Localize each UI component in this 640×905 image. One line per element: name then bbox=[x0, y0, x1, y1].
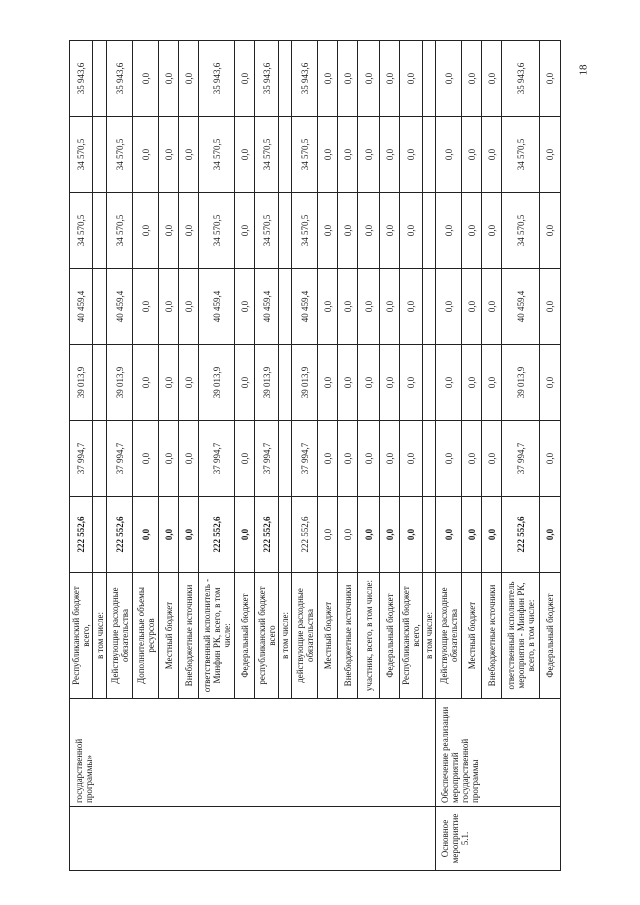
value-cell: 0,0 bbox=[358, 497, 380, 573]
value-cell bbox=[423, 421, 436, 497]
funding-source-label: Местный бюджет bbox=[462, 573, 482, 699]
value-cell: 35 943,6 bbox=[199, 41, 235, 117]
value-cell: 34 570,5 bbox=[502, 117, 540, 193]
value-cell bbox=[93, 117, 107, 193]
value-cell: 0,0 bbox=[318, 345, 338, 421]
funding-source-label: Республиканский бюджет всего, bbox=[400, 573, 423, 699]
value-cell: 0,0 bbox=[540, 117, 561, 193]
funding-source-label: Внебюджетные источники bbox=[338, 573, 358, 699]
value-cell bbox=[93, 193, 107, 269]
value-cell bbox=[423, 345, 436, 421]
value-cell: 0,0 bbox=[482, 41, 502, 117]
value-cell bbox=[423, 269, 436, 345]
value-cell: 0,0 bbox=[133, 497, 159, 573]
value-cell: 40 459,4 bbox=[107, 269, 133, 345]
value-cell: 0,0 bbox=[482, 269, 502, 345]
value-cell: 35 943,6 bbox=[70, 41, 93, 117]
value-cell: 0,0 bbox=[133, 269, 159, 345]
value-cell: 34 570,5 bbox=[255, 117, 279, 193]
value-cell: 0,0 bbox=[482, 497, 502, 573]
value-cell: 0,0 bbox=[540, 345, 561, 421]
group-cell-measure bbox=[70, 807, 436, 871]
table-row bbox=[436, 41, 462, 871]
value-cell: 39 013,9 bbox=[292, 345, 318, 421]
value-cell: 39 013,9 bbox=[199, 345, 235, 421]
value-cell bbox=[279, 117, 292, 193]
value-cell: 0,0 bbox=[179, 117, 199, 193]
value-cell: 0,0 bbox=[436, 41, 462, 117]
value-cell: 0,0 bbox=[133, 421, 159, 497]
value-cell: 0,0 bbox=[400, 269, 423, 345]
value-cell: 0,0 bbox=[462, 193, 482, 269]
value-cell: 0,0 bbox=[462, 41, 482, 117]
value-cell: 0,0 bbox=[318, 41, 338, 117]
value-cell: 34 570,5 bbox=[199, 117, 235, 193]
value-cell bbox=[279, 421, 292, 497]
value-cell: 0,0 bbox=[436, 497, 462, 573]
funding-source-label: Республиканский бюджет всего, bbox=[70, 573, 93, 699]
value-cell: 0,0 bbox=[380, 117, 400, 193]
funding-source-label: ответственный исполнитель мероприятия - Минфин РК, всего, в том числе: bbox=[502, 573, 540, 699]
value-cell: 0,0 bbox=[462, 269, 482, 345]
value-cell: 34 570,5 bbox=[70, 193, 93, 269]
value-cell: 0,0 bbox=[482, 421, 502, 497]
value-cell: 0,0 bbox=[358, 193, 380, 269]
value-cell bbox=[93, 497, 107, 573]
value-cell: 40 459,4 bbox=[199, 269, 235, 345]
value-cell: 39 013,9 bbox=[107, 345, 133, 421]
group-cell-measure: Основное мероприятие 5.1. bbox=[436, 807, 561, 871]
value-cell: 0,0 bbox=[482, 345, 502, 421]
value-cell: 35 943,6 bbox=[107, 41, 133, 117]
value-cell: 35 943,6 bbox=[292, 41, 318, 117]
value-cell: 0,0 bbox=[318, 497, 338, 573]
value-cell: 37 994,7 bbox=[199, 421, 235, 497]
funding-source-label: в том числе: bbox=[93, 573, 107, 699]
value-cell: 34 570,5 bbox=[255, 193, 279, 269]
value-cell: 0,0 bbox=[358, 269, 380, 345]
value-cell: 0,0 bbox=[179, 497, 199, 573]
value-cell bbox=[93, 41, 107, 117]
funding-source-label: Местный бюджет bbox=[318, 573, 338, 699]
value-cell bbox=[279, 41, 292, 117]
value-cell: 39 013,9 bbox=[255, 345, 279, 421]
value-cell bbox=[279, 497, 292, 573]
group-cell-title: Обеспечение реализации мероприятий государственной программы bbox=[436, 699, 561, 807]
funding-source-label: Действующие расходные обязательства bbox=[436, 573, 462, 699]
value-cell: 40 459,4 bbox=[70, 269, 93, 345]
value-cell: 0,0 bbox=[179, 41, 199, 117]
value-cell: 222 552,6 bbox=[199, 497, 235, 573]
value-cell: 40 459,4 bbox=[292, 269, 318, 345]
value-cell: 34 570,5 bbox=[70, 117, 93, 193]
value-cell: 0,0 bbox=[380, 41, 400, 117]
value-cell: 0,0 bbox=[338, 497, 358, 573]
value-cell: 0,0 bbox=[540, 269, 561, 345]
value-cell: 0,0 bbox=[380, 193, 400, 269]
value-cell: 0,0 bbox=[400, 41, 423, 117]
value-cell: 0,0 bbox=[179, 269, 199, 345]
value-cell bbox=[279, 269, 292, 345]
value-cell: 0,0 bbox=[540, 497, 561, 573]
value-cell: 222 552,6 bbox=[255, 497, 279, 573]
value-cell bbox=[279, 193, 292, 269]
value-cell: 0,0 bbox=[133, 117, 159, 193]
budget-table-body bbox=[70, 41, 561, 871]
funding-source-label: республиканский бюджет всего bbox=[255, 573, 279, 699]
value-cell: 0,0 bbox=[462, 497, 482, 573]
funding-source-label: в том числе: bbox=[279, 573, 292, 699]
value-cell: 37 994,7 bbox=[292, 421, 318, 497]
value-cell: 0,0 bbox=[358, 41, 380, 117]
funding-source-label: в том числе: bbox=[423, 573, 436, 699]
funding-source-label: Внебюджетные источники bbox=[179, 573, 199, 699]
value-cell: 0,0 bbox=[462, 345, 482, 421]
value-cell bbox=[93, 345, 107, 421]
group-cell-title: государственной программы» bbox=[70, 699, 436, 807]
funding-source-label: Федеральный бюджет bbox=[380, 573, 400, 699]
funding-source-label: Федеральный бюджет bbox=[540, 573, 561, 699]
funding-source-label: ответственный исполнитель - Минфин РК, всего, в том числе: bbox=[199, 573, 235, 699]
value-cell: 0,0 bbox=[159, 193, 179, 269]
value-cell: 0,0 bbox=[133, 193, 159, 269]
value-cell bbox=[423, 193, 436, 269]
value-cell: 0,0 bbox=[235, 193, 255, 269]
value-cell: 37 994,7 bbox=[502, 421, 540, 497]
value-cell: 0,0 bbox=[179, 345, 199, 421]
value-cell: 0,0 bbox=[540, 193, 561, 269]
value-cell: 0,0 bbox=[358, 345, 380, 421]
value-cell: 0,0 bbox=[436, 269, 462, 345]
value-cell: 0,0 bbox=[159, 41, 179, 117]
value-cell: 0,0 bbox=[235, 41, 255, 117]
value-cell: 39 013,9 bbox=[70, 345, 93, 421]
value-cell: 0,0 bbox=[380, 345, 400, 421]
value-cell: 0,0 bbox=[400, 421, 423, 497]
value-cell: 0,0 bbox=[436, 117, 462, 193]
value-cell: 0,0 bbox=[159, 269, 179, 345]
funding-source-label: Действующие расходные обязательства bbox=[107, 573, 133, 699]
value-cell: 37 994,7 bbox=[70, 421, 93, 497]
value-cell bbox=[93, 269, 107, 345]
funding-source-label: Федеральный бюджет bbox=[235, 573, 255, 699]
value-cell bbox=[423, 41, 436, 117]
value-cell: 0,0 bbox=[133, 345, 159, 421]
value-cell: 0,0 bbox=[380, 497, 400, 573]
value-cell: 0,0 bbox=[540, 421, 561, 497]
value-cell: 0,0 bbox=[159, 497, 179, 573]
value-cell: 0,0 bbox=[462, 117, 482, 193]
value-cell: 0,0 bbox=[540, 41, 561, 117]
value-cell: 34 570,5 bbox=[107, 193, 133, 269]
value-cell: 35 943,6 bbox=[502, 41, 540, 117]
value-cell: 34 570,5 bbox=[502, 193, 540, 269]
value-cell: 34 570,5 bbox=[292, 117, 318, 193]
value-cell: 0,0 bbox=[338, 421, 358, 497]
value-cell: 0,0 bbox=[436, 193, 462, 269]
page-number: 18 bbox=[577, 64, 590, 76]
value-cell: 0,0 bbox=[235, 269, 255, 345]
value-cell: 0,0 bbox=[318, 421, 338, 497]
value-cell: 0,0 bbox=[235, 345, 255, 421]
value-cell: 0,0 bbox=[318, 269, 338, 345]
value-cell: 40 459,4 bbox=[502, 269, 540, 345]
table-row bbox=[70, 41, 93, 871]
value-cell: 35 943,6 bbox=[255, 41, 279, 117]
value-cell: 0,0 bbox=[179, 193, 199, 269]
value-cell: 0,0 bbox=[235, 117, 255, 193]
value-cell: 0,0 bbox=[318, 117, 338, 193]
value-cell: 0,0 bbox=[380, 421, 400, 497]
value-cell bbox=[279, 345, 292, 421]
value-cell: 0,0 bbox=[400, 345, 423, 421]
value-cell: 0,0 bbox=[235, 421, 255, 497]
value-cell: 0,0 bbox=[400, 497, 423, 573]
value-cell: 34 570,5 bbox=[292, 193, 318, 269]
value-cell: 0,0 bbox=[400, 117, 423, 193]
value-cell: 0,0 bbox=[159, 117, 179, 193]
value-cell: 0,0 bbox=[358, 117, 380, 193]
value-cell: 37 994,7 bbox=[107, 421, 133, 497]
value-cell: 0,0 bbox=[482, 193, 502, 269]
value-cell bbox=[93, 421, 107, 497]
funding-source-label: Внебюджетные источники bbox=[482, 573, 502, 699]
value-cell: 37 994,7 bbox=[255, 421, 279, 497]
value-cell: 40 459,4 bbox=[255, 269, 279, 345]
value-cell: 34 570,5 bbox=[107, 117, 133, 193]
value-cell: 0,0 bbox=[462, 421, 482, 497]
value-cell: 0,0 bbox=[380, 269, 400, 345]
value-cell: 0,0 bbox=[338, 117, 358, 193]
value-cell: 222 552,6 bbox=[70, 497, 93, 573]
value-cell bbox=[423, 117, 436, 193]
value-cell: 34 570,5 bbox=[199, 193, 235, 269]
value-cell bbox=[423, 497, 436, 573]
value-cell: 39 013,9 bbox=[502, 345, 540, 421]
value-cell: 0,0 bbox=[159, 421, 179, 497]
value-cell: 0,0 bbox=[338, 193, 358, 269]
funding-source-label: Дополнительные объемы ресурсов bbox=[133, 573, 159, 699]
value-cell: 0,0 bbox=[436, 345, 462, 421]
value-cell: 0,0 bbox=[159, 345, 179, 421]
value-cell: 0,0 bbox=[133, 41, 159, 117]
value-cell: 0,0 bbox=[179, 421, 199, 497]
rotated-page-content bbox=[69, 41, 555, 871]
value-cell: 0,0 bbox=[436, 421, 462, 497]
value-cell: 222 552,6 bbox=[502, 497, 540, 573]
funding-source-label: участник, всего, в том числе: bbox=[358, 573, 380, 699]
value-cell: 0,0 bbox=[400, 193, 423, 269]
value-cell: 222 552,6 bbox=[107, 497, 133, 573]
value-cell: 0,0 bbox=[338, 269, 358, 345]
value-cell: 0,0 bbox=[338, 41, 358, 117]
budget-table bbox=[69, 40, 561, 871]
funding-source-label: Местный бюджет bbox=[159, 573, 179, 699]
value-cell: 0,0 bbox=[338, 345, 358, 421]
funding-source-label: действующие расходные обязательства bbox=[292, 573, 318, 699]
value-cell: 222 552,6 bbox=[292, 497, 318, 573]
value-cell: 0,0 bbox=[235, 497, 255, 573]
value-cell: 0,0 bbox=[482, 117, 502, 193]
value-cell: 0,0 bbox=[358, 421, 380, 497]
value-cell: 0,0 bbox=[318, 193, 338, 269]
